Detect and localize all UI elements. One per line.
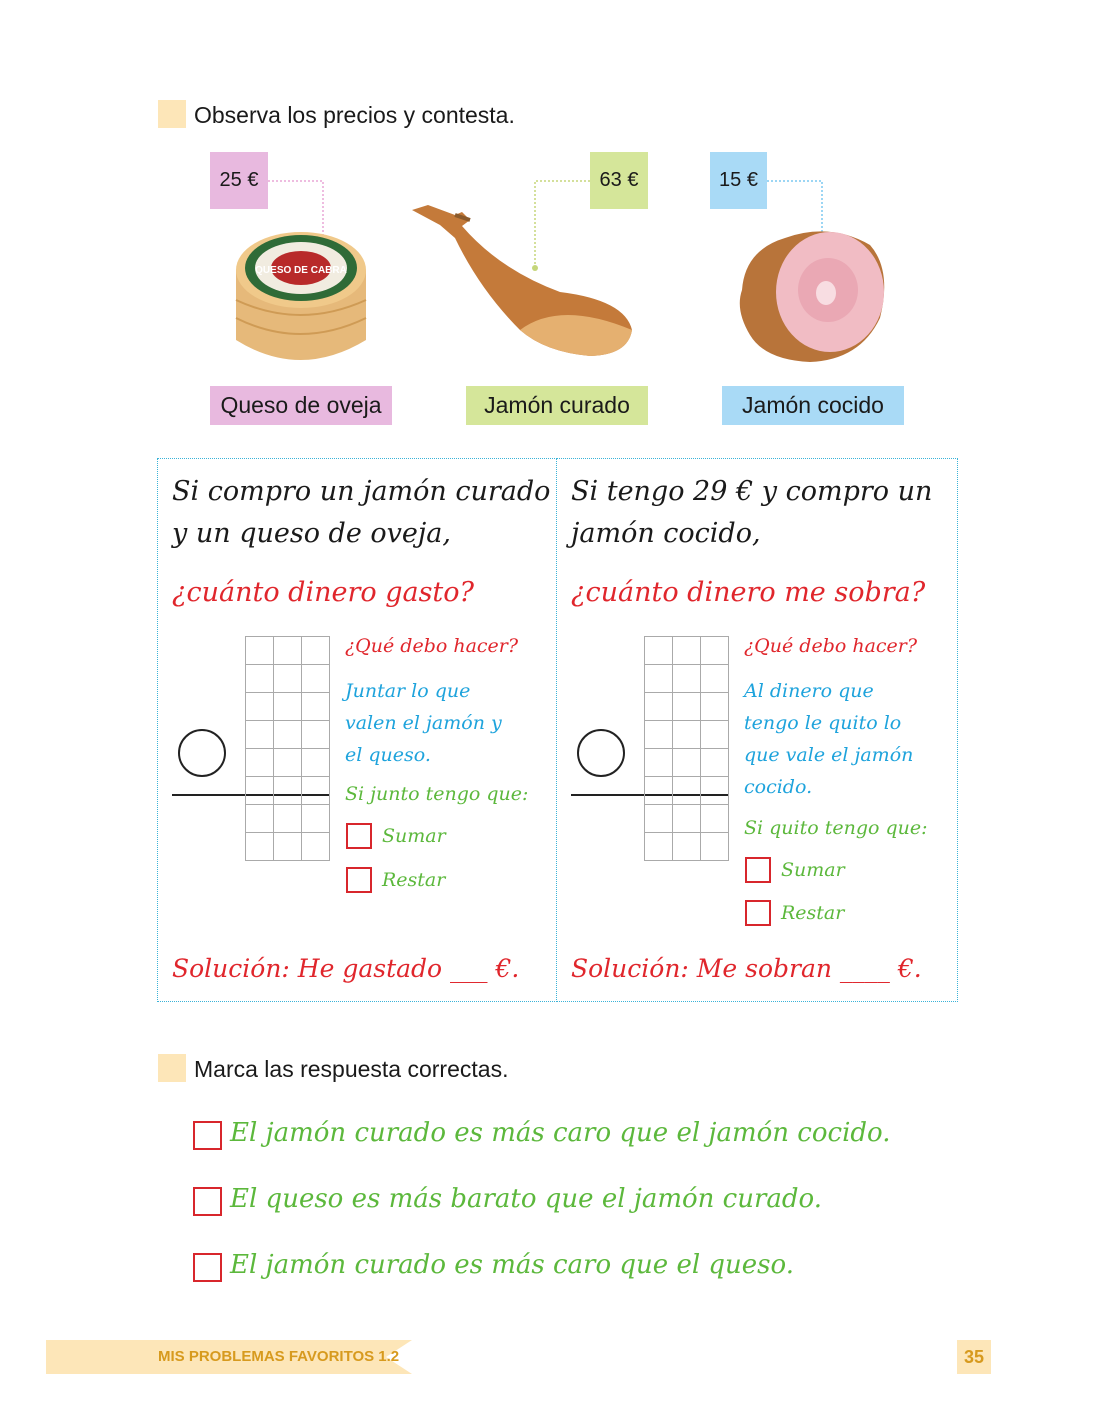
- section-heading: Observa los precios y contesta.: [194, 102, 515, 128]
- statement-line: Si compro un jamón curado: [172, 476, 551, 507]
- operation-sign-circle: [178, 729, 226, 777]
- calculation-grid[interactable]: [644, 636, 729, 861]
- answer-statement-1: El jamón curado es más caro que el jamón cocido.: [230, 1118, 891, 1148]
- footer-book-title: MIS PROBLEMAS FAVORITOS 1.2: [158, 1348, 400, 1365]
- hint-title: ¿Qué debo hacer?: [345, 635, 519, 657]
- price-tag-cheese: 25 €: [210, 152, 268, 209]
- cheese-wheel-image: [236, 232, 366, 360]
- statement-line: y un queso de oveja,: [172, 518, 451, 549]
- option-checkbox-sumar[interactable]: [745, 857, 771, 883]
- operation-prompt: Si quito tengo que:: [744, 817, 928, 839]
- hint-title: ¿Qué debo hacer?: [744, 635, 918, 657]
- problem-question: ¿cuánto dinero me sobra?: [571, 577, 926, 608]
- option-label-sumar: Sumar: [382, 825, 446, 847]
- svg-text:QUESO DE CABRA: QUESO DE CABRA: [255, 265, 347, 276]
- price-tag-cured-ham: 63 €: [590, 152, 648, 209]
- section-marker: [158, 1054, 186, 1082]
- section-heading: Marca las respuesta correctas.: [194, 1056, 509, 1082]
- answer-statement-2: El queso es más barato que el jamón curado.: [230, 1184, 823, 1214]
- solution-line: Solución: He gastado ___ €.: [172, 954, 520, 983]
- operation-sign-circle: [577, 729, 625, 777]
- problem-statement: [571, 471, 932, 555]
- hint-text: [744, 675, 913, 803]
- hint-line: el queso.: [345, 744, 431, 766]
- hint-line: que vale el jamón: [744, 744, 914, 766]
- problem-question: ¿cuánto dinero gasto?: [172, 577, 475, 608]
- cured-ham-image: [412, 205, 632, 356]
- answer-checkbox-3[interactable]: [193, 1253, 222, 1282]
- hint-line: Juntar lo que: [345, 680, 471, 702]
- calculation-grid[interactable]: [245, 636, 330, 861]
- product-label-cooked-ham: Jamón cocido: [722, 386, 904, 425]
- product-label-cheese: Queso de oveja: [210, 386, 392, 425]
- hint-line: valen el jamón y: [345, 712, 502, 734]
- solution-line: Solución: Me sobran ____ €.: [571, 954, 922, 983]
- option-label-restar: Restar: [382, 869, 446, 891]
- page-number: 35: [963, 1347, 985, 1367]
- answer-statement-3: El jamón curado es más caro que el queso.: [230, 1250, 794, 1280]
- product-label-cured-ham: Jamón curado: [466, 386, 648, 425]
- hint-line: Al dinero que: [744, 680, 874, 702]
- problem-panel-1: [157, 458, 557, 1002]
- option-checkbox-sumar[interactable]: [346, 823, 372, 849]
- problem-statement: [172, 471, 550, 555]
- statement-line: jamón cocido,: [571, 518, 761, 549]
- hint-text: [345, 675, 502, 771]
- answer-checkbox-2[interactable]: [193, 1187, 222, 1216]
- hint-line: cocido.: [744, 776, 813, 798]
- option-label-sumar: Sumar: [781, 859, 845, 881]
- cooked-ham-image: [740, 231, 884, 362]
- option-checkbox-restar[interactable]: [745, 900, 771, 926]
- hint-line: tengo le quito lo: [744, 712, 902, 734]
- option-checkbox-restar[interactable]: [346, 867, 372, 893]
- product-illustrations: [0, 0, 1100, 400]
- problem-panel-2: [556, 458, 958, 1002]
- option-label-restar: Restar: [781, 902, 845, 924]
- operation-prompt: Si junto tengo que:: [345, 783, 529, 805]
- price-tag-cooked-ham: 15 €: [710, 152, 767, 209]
- statement-line: Si tengo 29 € y compro un: [571, 476, 933, 507]
- answer-checkbox-1[interactable]: [193, 1121, 222, 1150]
